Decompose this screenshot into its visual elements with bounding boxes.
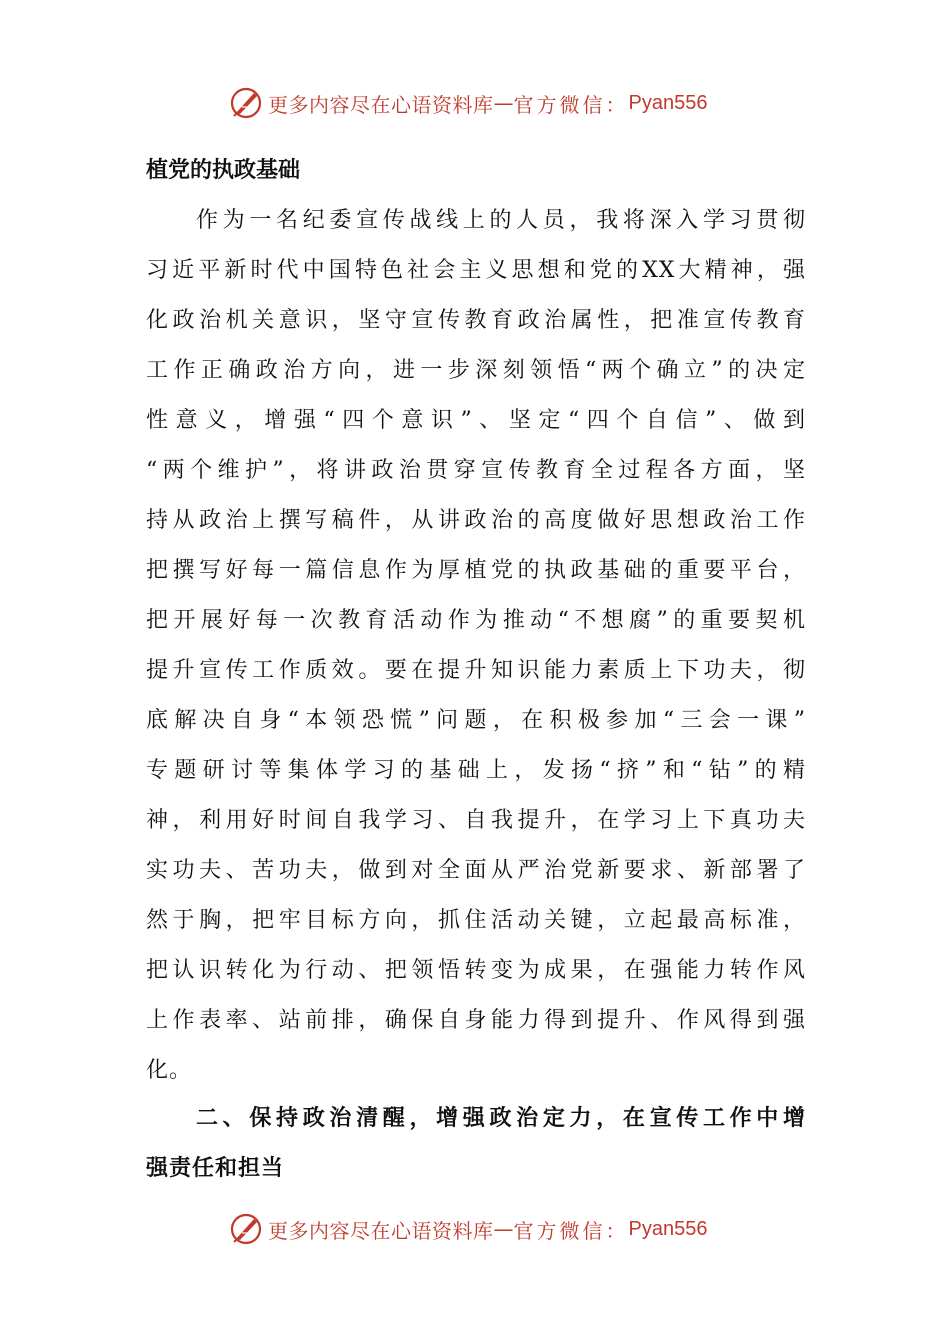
section-heading-line: 强责任和担当: [146, 1156, 285, 1181]
paragraph-line: 把认识转化为行动、把领悟转变为成果，在强能力转作风: [146, 958, 806, 983]
watermark-site-text: 更多内容尽在心语资料库: [268, 1218, 494, 1243]
quill-pen-circle-icon: [228, 85, 264, 121]
paragraph-line: 化。: [146, 1058, 193, 1083]
paragraph-line: 提升宣传工作质效。要在提升知识能力素质上下功夫，彻: [146, 658, 806, 683]
watermark-banner-bottom: [228, 1209, 707, 1249]
watermark-wechat-id: Pyan556: [628, 1217, 708, 1240]
body-paragraph: [146, 196, 806, 1096]
watermark-wechat-label: 官方微信：: [513, 1218, 629, 1243]
watermark-banner-top: [228, 83, 707, 123]
watermark-wechat-label: 官方微信：: [513, 92, 629, 117]
paragraph-line: 作为一名纪委宣传战线上的人员，我将深入学习贯彻: [196, 208, 806, 233]
watermark-dash: —: [493, 1217, 514, 1241]
paragraph-line: “两个维护”，将讲政治贯穿宣传教育全过程各方面，坚: [146, 458, 806, 483]
paragraph-line: 底解决自身“本领恐慌”问题，在积极参加“三会一课”: [146, 708, 806, 733]
watermark-site-text: 更多内容尽在心语资料库: [268, 92, 494, 117]
paragraph-line: 工作正确政治方向，进一步深刻领悟“两个确立”的决定: [146, 358, 806, 383]
watermark-wechat-id: Pyan556: [628, 91, 708, 114]
heading-fragment: 植党的执政基础: [146, 158, 301, 183]
paragraph-line: 把撰写好每一篇信息作为厚植党的执政基础的重要平台，: [146, 558, 806, 583]
heading-fragment-block: [146, 146, 806, 196]
paragraph-line: 上作表率、站前排，确保自身能力得到提升、作风得到强: [146, 1008, 806, 1033]
quill-pen-circle-icon: [228, 1211, 264, 1247]
paragraph-line: 把开展好每一次教育活动作为推动“不想腐”的重要契机: [146, 608, 806, 633]
section-heading-line: 二、保持政治清醒，增强政治定力，在宣传工作中增: [196, 1106, 806, 1131]
paragraph-line: 化政治机关意识，坚守宣传教育政治属性，把准宣传教育: [146, 308, 806, 333]
paragraph-line: 实功夫、苦功夫，做到对全面从严治党新要求、新部署了: [146, 858, 806, 883]
watermark-dash: —: [493, 91, 514, 115]
paragraph-line: 专题研讨等集体学习的基础上，发扬“挤”和“钻”的精: [146, 758, 806, 783]
paragraph-line: 神，利用好时间自我学习、自我提升，在学习上下真功夫: [146, 808, 806, 833]
paragraph-line: 然于胸，把牢目标方向，抓住活动关键，立起最高标准，: [146, 908, 806, 933]
section-heading: [146, 1094, 806, 1194]
paragraph-line: 习近平新时代中国特色社会主义思想和党的XX大精神，强: [146, 258, 806, 283]
paragraph-line: 持从政治上撰写稿件，从讲政治的高度做好思想政治工作: [146, 508, 806, 533]
paragraph-line: 性意义，增强“四个意识”、坚定“四个自信”、做到: [146, 408, 806, 433]
